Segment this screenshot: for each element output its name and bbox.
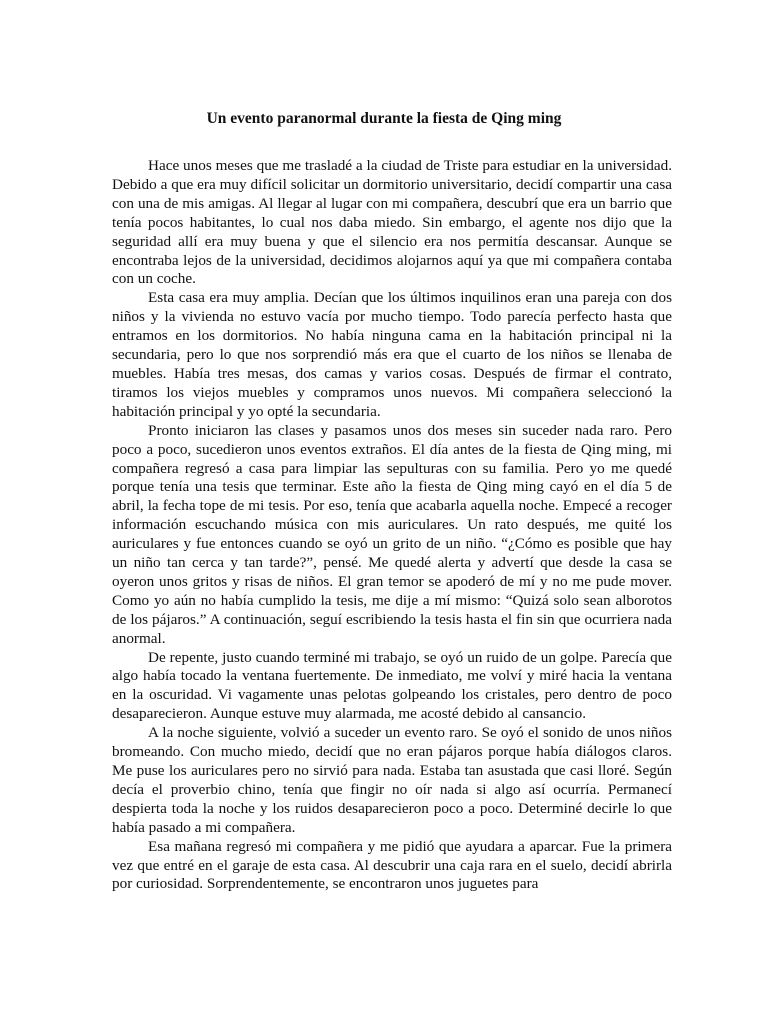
paragraph-3: Pronto iniciaron las clases y pasamos unos dos meses sin suceder nada raro. Pero poco a poco, sucedieron unos eventos extraños. El día antes de la fiesta de Qing ming, mi compañera regresó a casa para limpiar las sepulturas con su familia. Pero yo me quedé porque tenía una tesis que terminar. Este año la fiesta de Qing ming cayó en el día 5 de abril, la fecha tope de mi tesis. Por eso, tenía que acabarla aquella noche. Empecé a recoger información escuchando música con mis auriculares. Un rato después, me quité los auriculares y fue entonces cuando se oyó un grito de un niño. “¿Cómo es posible que hay un niño tan cerca y tan tarde?”, pensé. Me quedé alerta y advertí que desde la casa se oyeron unos gritos y risas de niños. El gran temor se apoderó de mí y no me pude mover. Como yo aún no había cumplido la tesis, me dije a mí mismo: “Quizá solo sean alborotos de los pájaros.” A continuación, seguí escribiendo la tesis hasta el fin sin que ocurriera nada anormal.	[112, 421, 672, 647]
paragraph-2: Esta casa era muy amplia. Decían que los últimos inquilinos eran una pareja con dos niños y la vivienda no estuvo vacía por mucho tiempo. Todo parecía perfecto hasta que entramos en los dormitorios. No había ninguna cama en la habitación principal ni la secundaria, pero lo que nos sorprendió más era que el cuarto de los niños se llenaba de muebles. Había tres mesas, dos camas y varios cosas. Después de firmar el contrato, tiramos los viejos muebles y compramos unos nuevos. Mi compañera seleccionó la habitación principal y yo opté la secundaria.	[112, 289, 672, 420]
paragraph-4: De repente, justo cuando terminé mi trabajo, se oyó un ruido de un golpe. Parecía que algo había tocado la ventana fuertemente. De inmediato, me volví y miré hacia la ventana en la oscuridad. Vi vagamente unas pelotas golpeando los cristales, pero dentro de poco desaparecieron. Aunque estuve muy alarmada, me acosté debido al cansancio.	[112, 648, 672, 723]
document-title: Un evento paranormal durante la fiesta de Qing ming	[206, 110, 562, 127]
paragraph-1: Hace unos meses que me trasladé a la ciudad de Triste para estudiar en la universidad. Debido a que era muy difícil solicitar un dormitorio universitario, decidí compartir una casa con una de mis amigas. Al llegar al lugar con mi compañera, descubrí que era un barrio que tenía pocos habitantes, lo cual nos daba miedo. Sin embargo, el agente nos dijo que la seguridad allí era muy buena y que el silencio era nos permitía descansar. Aunque se encontraba lejos de la universidad, decidimos alojarnos aquí ya que mi compañera contaba con un coche.	[112, 157, 672, 288]
paragraph-6: Esa mañana regresó mi compañera y me pidió que ayudara a aparcar. Fue la primera vez que entré en el garaje de esta casa. Al descubrir una caja rara en el suelo, decidí abrirla por curiosidad. Sorprendentemente, se encontraron unos juguetes para	[112, 837, 672, 893]
paragraph-5: A la noche siguiente, volvió a suceder un evento raro. Se oyó el sonido de unos niños bromeando. Con mucho miedo, decidí que no eran pájaros porque había diálogos claros. Me puse los auriculares pero no sirvió para nada. Estaba tan asustada que casi lloré. Según decía el proverbio chino, tenía que fingir no oír nada si algo así ocurría. Permanecí despierta toda la noche y los ruidos desaparecieron poco a poco. Determiné decirle lo que había pasado a mi compañera.	[112, 724, 672, 836]
document-body	[112, 157, 672, 894]
